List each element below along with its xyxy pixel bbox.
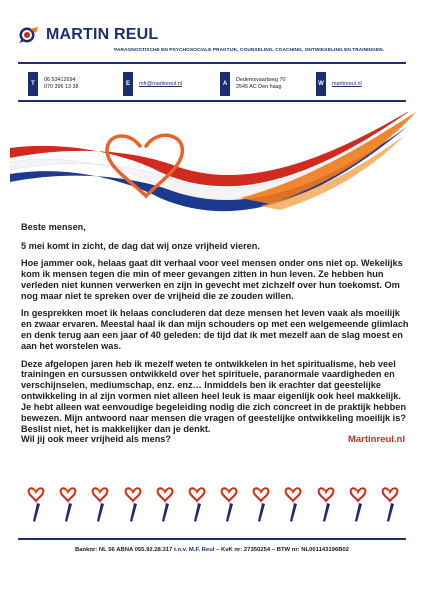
contact-divider [18, 100, 406, 102]
contact-address [220, 72, 285, 96]
letterhead [18, 26, 406, 53]
bank-account-holder: t.n.v. M.F. Reul [173, 547, 215, 553]
mini-heart-figure-icon [58, 483, 78, 525]
email-link[interactable]: mfr@martinreul.nl [139, 81, 182, 87]
phone-landline: 070 396 13 38 [44, 84, 79, 90]
address-street: Dedemsvaartweg 70 [236, 77, 286, 83]
phone-mobile: 06 53412694 [44, 77, 76, 83]
address-letter-badge: A [220, 72, 230, 96]
contact-email [123, 72, 182, 96]
tagline: PARAGNOSTISCHE EN PSYCHOSOCIALE PRAKTIJK, COUNSELING, COACHING, ONTWIKKELING EN TRAININGEN. [114, 48, 384, 53]
header-divider [18, 62, 406, 64]
footer-bank-info [18, 547, 406, 553]
kvk-number: KvK nr: 27350254 [221, 547, 271, 553]
brand-row [18, 26, 406, 44]
email-letter-badge: E [123, 72, 133, 96]
web-letter-badge: W [316, 72, 326, 96]
contact-web [316, 72, 362, 96]
contact-phone [28, 72, 78, 96]
paragraph-intro: 5 mei komt in zicht, de dag dat wij onze vrijheid vieren. [21, 240, 260, 251]
logo-icon [18, 26, 40, 44]
contact-bar [28, 72, 368, 96]
mini-heart-figure-icon [283, 483, 303, 525]
address-city: 2545 AC Den haag [236, 84, 282, 90]
closing-question: Wil jij ook meer vrijheid als mens? [21, 433, 172, 444]
greeting: Beste mensen, [21, 222, 86, 232]
letter-body [21, 222, 409, 446]
footer-divider [18, 538, 406, 540]
paragraph-conversations: In gesprekken moet ik helaas concluderen dat deze mensen het leven vaak als moeilijk en zwaar ervaren. Meestal haal ik dan mijn schouders op met een welgemeende glimlach en denk terug aan een jaar of 40 geleden: de tijd dat ik met mezelf aan de slag moest en aan het worstelen was. [21, 308, 409, 352]
mini-heart-figure-icon [380, 483, 400, 525]
paragraph-development: Deze afgelopen jaren heb ik mezelf weten te ontwikkelen in het spiritualisme, heb veel trainingen en cursussen ontwikkeld over het spirituele, paranormale vaardigheden en verschijnselen, mediumschap, enz. enz… Inmiddels ben ik erachter dat geestelijke ontwikkeling in al zijn vormen niet alleen heel leuk is maar eigenlijk ook heel makkelijk. Je hebt alleen wat eenvoudige begeleiding nodig die zich concreet in de praktijk hebben bewezen. Mijn antwoord naar mensen die vragen of geestelijke ontwikkeling moeilijk is? Beslist niet, het is makkelijker dan je denkt. [21, 358, 406, 434]
bank-number: Banknr: NL 56 ABNA 055.92.28.317 [74, 547, 173, 553]
mini-heart-figure-icon [26, 483, 46, 525]
site-label[interactable]: Martinreul.nl [347, 433, 405, 445]
footer-separator: – [271, 547, 276, 553]
mini-heart-figure-icon [90, 483, 110, 525]
phone-numbers [44, 77, 78, 91]
address-lines [236, 77, 285, 91]
mini-heart-figure-icon [348, 483, 368, 525]
closing-row [21, 434, 409, 446]
phone-letter-badge: T [28, 72, 38, 96]
flag-heart-banner [10, 112, 420, 227]
mini-heart-figure-icon [123, 483, 143, 525]
brand-name: MARTIN REUL [46, 26, 159, 43]
footer-separator: – [216, 547, 220, 553]
mini-heart-figure-icon [219, 483, 239, 525]
decorative-icon-row [26, 483, 400, 525]
mini-heart-figure-icon [316, 483, 336, 525]
mini-heart-figure-icon [251, 483, 271, 525]
mini-heart-figure-icon [155, 483, 175, 525]
website-link[interactable]: martinreul.nl [332, 81, 362, 87]
mini-heart-figure-icon [187, 483, 207, 525]
paragraph-captivity: Hoe jammer ook, helaas gaat dit verhaal voor veel mensen onder ons niet op. Wekelijks kom ik mensen tegen die min of meer gevangen zitten in hun leven. Ze hebben hun verleden niet kunnen verwerken en zijn in gevecht met zichzelf over hun toekomst. Om nog maar niet te spreken over de vrijheid die ze zouden willen. [21, 258, 403, 302]
btw-number: BTW nr: NL001143196B02 [276, 547, 350, 553]
